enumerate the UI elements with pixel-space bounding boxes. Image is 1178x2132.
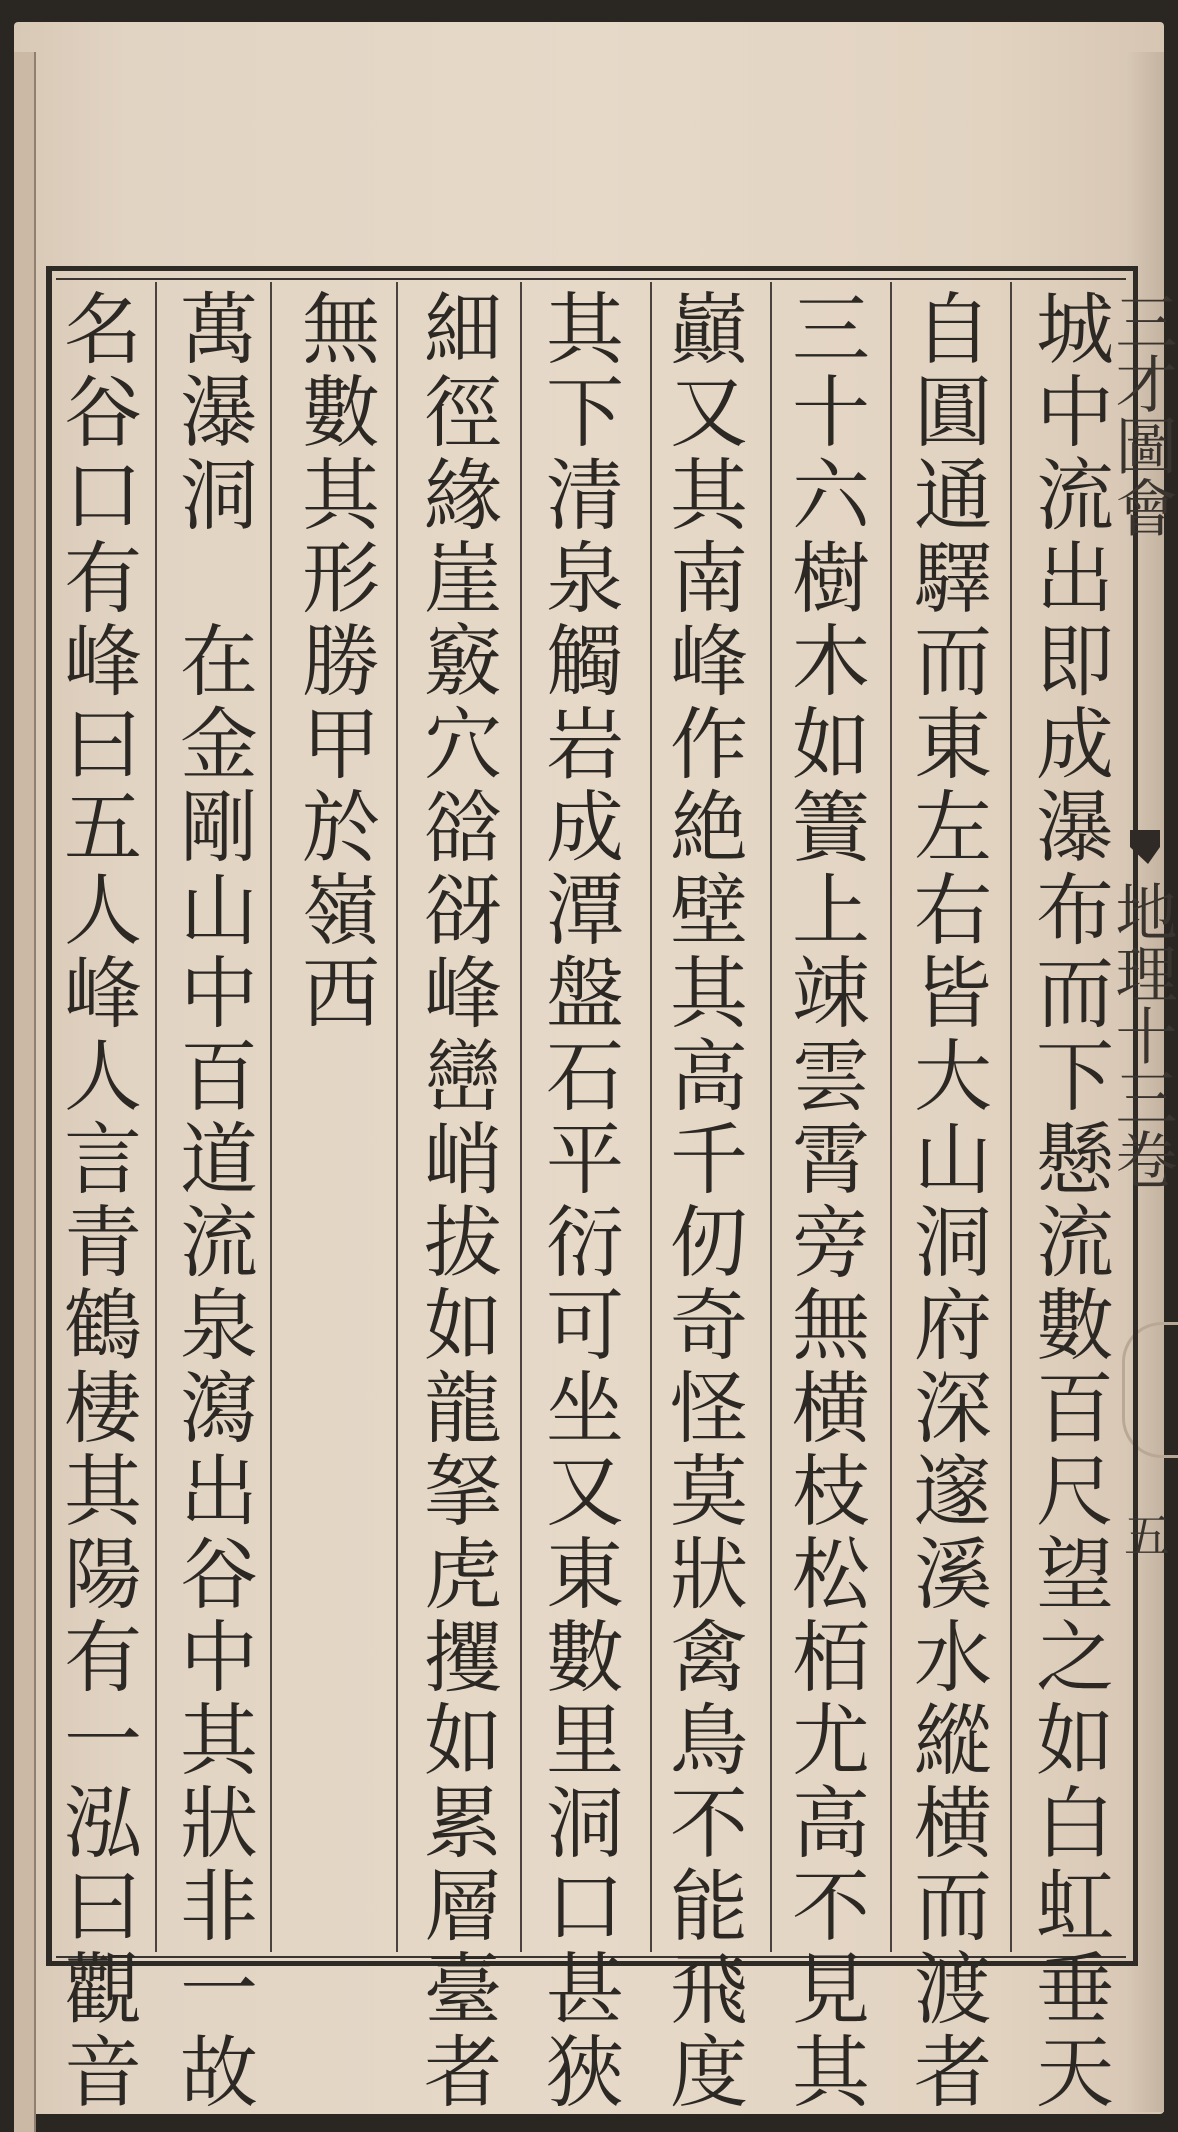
- book-title: 三才圖會: [1105, 290, 1178, 538]
- section-title: 地理十三卷: [1105, 880, 1178, 1190]
- text-column-4: 巓又其南峰作絶壁其高千仞奇怪莫狀禽鳥不能飛度: [657, 288, 747, 2114]
- text-column-7: 無數其形勝甲於嶺西: [289, 288, 379, 1035]
- folio-number: 五: [1124, 1509, 1170, 1563]
- column-rule: [155, 282, 157, 1952]
- column-rule: [1010, 282, 1012, 1952]
- left-page-edge: [14, 52, 36, 2132]
- text-column-5: 其下清泉觸岩成潭盤石平衍可坐又東數里洞口甚狹: [533, 288, 623, 2114]
- column-rule: [520, 282, 522, 1952]
- text-column-3: 三十六樹木如簀上竦雲霄旁無横枝松栢尤高不見其: [779, 288, 869, 2114]
- text-column-1: 城中流出即成瀑布而下懸流數百尺望之如白虹垂天: [1023, 288, 1113, 2114]
- text-column-9: 名谷口有峰曰五人峰人言青鶴棲其陽有一泓曰觀音: [51, 288, 141, 2114]
- text-column-6: 細徑緣崖竅穴谽谺峰巒峭拔如龍拏虎攫如累層臺者: [411, 288, 501, 2114]
- text-column-8: 萬瀑洞 在金剛山中百道流泉瀉出谷中其狀非一故: [167, 288, 257, 2114]
- column-rule: [396, 282, 398, 1952]
- column-rule: [890, 282, 892, 1952]
- text-column-2: 自圓通驛而東左右皆大山洞府深邃溪水縱横而渡者: [901, 288, 991, 2114]
- column-rule: [270, 282, 272, 1952]
